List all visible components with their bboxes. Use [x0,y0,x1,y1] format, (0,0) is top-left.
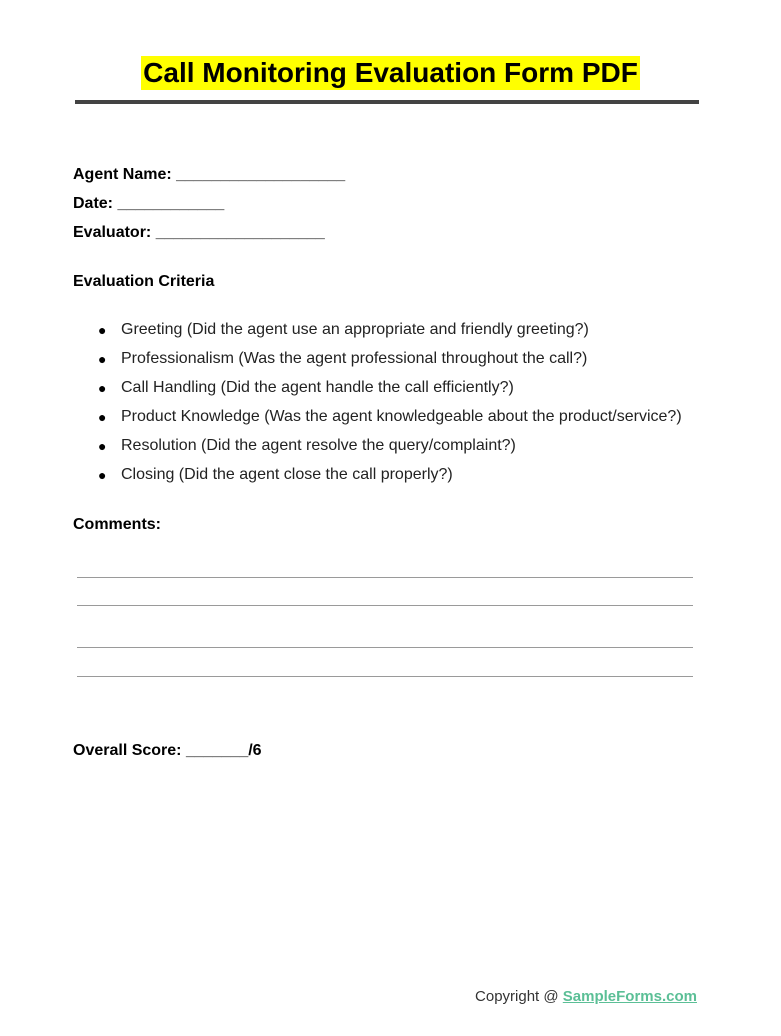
comment-line-4 [77,676,693,677]
date-field: Date: ____________ [73,195,225,212]
evaluator-field: Evaluator: ___________________ [73,224,325,241]
criteria-item-professionalism: Professionalism (Was the agent professional throughout the call?) [121,350,588,367]
criteria-item-product-knowledge: Product Knowledge (Was the agent knowledgeable about the product/service?) [121,408,682,425]
bullet-icon: ● [98,322,107,338]
criteria-item-closing: Closing (Did the agent close the call properly?) [121,466,453,483]
copyright-footer [475,987,697,1007]
comment-line-1 [77,577,693,578]
criteria-item-greeting: Greeting (Did the agent use an appropriate and friendly greeting?) [121,321,589,338]
evaluation-criteria-heading: Evaluation Criteria [73,273,215,290]
agent-name-field: Agent Name: ___________________ [73,166,346,183]
bullet-icon: ● [98,380,107,396]
bullet-icon: ● [98,467,107,483]
overall-score-field: Overall Score: _______/6 [73,742,262,759]
comment-line-3 [77,647,693,648]
comment-line-2 [77,605,693,606]
copyright-label: Copyright @ [475,988,563,1005]
criteria-item-resolution: Resolution (Did the agent resolve the query/complaint?) [121,437,516,454]
comments-heading: Comments: [73,516,162,533]
bullet-icon: ● [98,351,107,367]
page-title: Call Monitoring Evaluation Form PDF [143,57,638,88]
title-divider [75,100,699,104]
criteria-item-call-handling: Call Handling (Did the agent handle the call efficiently?) [121,379,514,396]
bullet-icon: ● [98,409,107,425]
bullet-icon: ● [98,438,107,454]
title-container [0,56,781,90]
brand-link[interactable]: SampleForms.com [562,988,697,1005]
